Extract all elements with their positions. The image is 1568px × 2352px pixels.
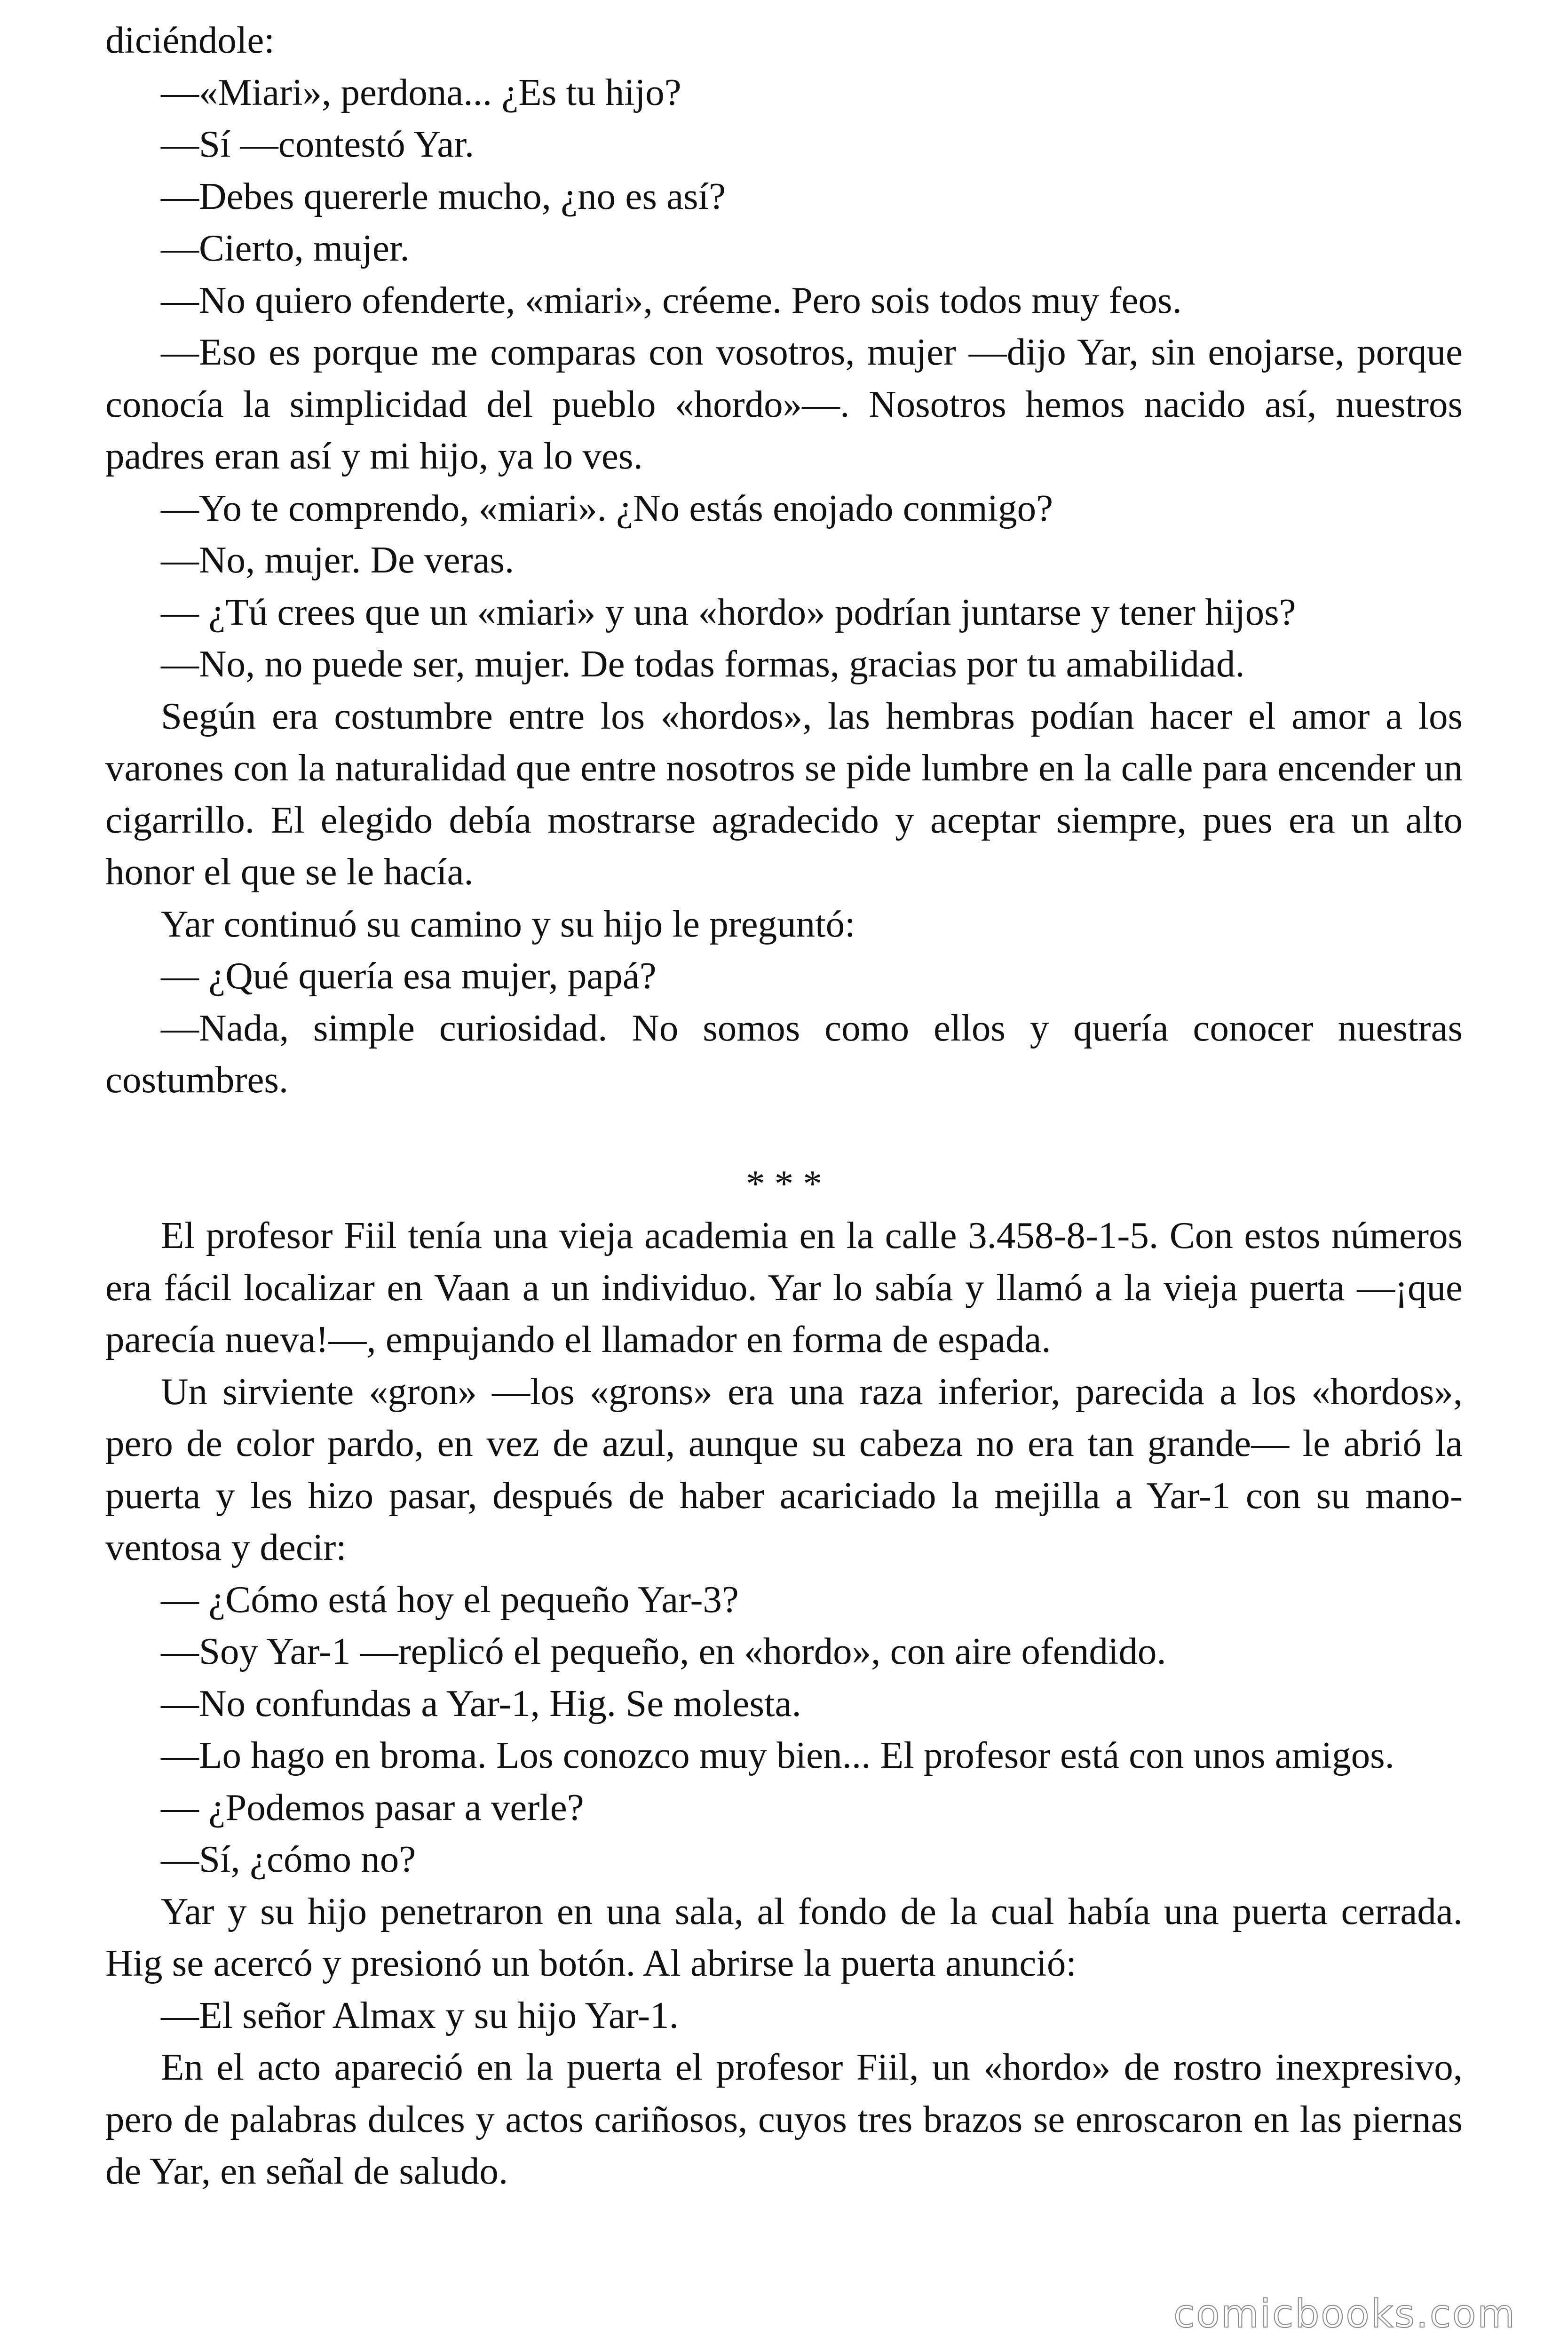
dialogue-line: — ¿Tú crees que un «miari» y una «hordo» podrían juntarse y tener hijos? — [161, 590, 1296, 633]
narrative-paragraph: En el acto apareció en la puerta el profesor Fiil, un «hordo» de rostro inexpresivo, pero de palabras dulces y actos cariñosos, cuyos tres brazos se enroscaron en las piernas de Yar, en señal de saludo. — [105, 2046, 1463, 2192]
scene-break: * * * — [746, 1162, 822, 1205]
dialogue-line: —No, mujer. De veras. — [161, 539, 515, 581]
dialogue-line: — ¿Cómo está hoy el pequeño Yar-3? — [161, 1578, 739, 1621]
dialogue-line: —Sí, ¿cómo no? — [161, 1838, 416, 1880]
dialogue-line: —Lo hago en broma. Los conozco muy bien... El profesor está con unos amigos. — [161, 1734, 1394, 1776]
dialogue-line: — ¿Podemos pasar a verle? — [161, 1786, 584, 1828]
dialogue-line: — ¿Qué quería esa mujer, papá? — [161, 954, 657, 997]
dialogue-line: —Nada, simple curiosidad. No somos como ellos y quería conocer nuestras costumbres. — [105, 1006, 1463, 1101]
dialogue-line: —Yo te comprendo, «miari». ¿No estás enojado conmigo? — [161, 486, 1053, 529]
dialogue-line: —Debes quererle mucho, ¿no es así? — [161, 175, 726, 217]
dialogue-line: —Cierto, mujer. — [161, 227, 410, 269]
dialogue-line: —No, no puede ser, mujer. De todas formas, gracias por tu amabilidad. — [161, 643, 1245, 685]
dialogue-line: —Sí —contestó Yar. — [161, 123, 475, 165]
dialogue-line: —No quiero ofenderte, «miari», créeme. Pero sois todos muy feos. — [161, 278, 1182, 321]
narrative-paragraph: Yar continuó su camino y su hijo le preguntó: — [161, 902, 855, 945]
narrative-paragraph: Un sirviente «gron» —los «grons» era una raza inferior, parecida a los «hordos», pero de color pardo, en vez de azul, aunque su cabeza no era tan grande— le abrió la puerta y les hizo pasar, después de haber acariciado la mejilla a Yar-1 con su mano-ventosa y decir: — [105, 1370, 1463, 1568]
dialogue-line: —Soy Yar-1 —replicó el pequeño, en «hordo», con aire ofendido. — [161, 1630, 1166, 1672]
paragraph-continuation: diciéndole: — [105, 19, 275, 61]
book-page — [105, 14, 1463, 2197]
narrative-paragraph: Según era costumbre entre los «hordos», las hembras podían hacer el amor a los varones con la naturalidad que entre nosotros se pide lumbre en la calle para encender un cigarrillo. El elegido debía mostrarse agradecido y aceptar siempre, pues era un alto honor el que se le hacía. — [105, 694, 1463, 893]
dialogue-line: —Eso es porque me comparas con vosotros, mujer —dijo Yar, sin enojarse, porque conocía la simplicidad del pueblo «hordo»—. Nosotros hemos nacido así, nuestros padres eran así y mi hijo, ya lo ves. — [105, 331, 1463, 477]
narrative-paragraph: Yar y su hijo penetraron en una sala, al fondo de la cual había una puerta cerrada. Hig se acercó y presionó un botón. Al abrirse la puerta anunció: — [105, 1890, 1463, 1984]
narrative-paragraph: El profesor Fiil tenía una vieja academia en la calle 3.458-8-1-5. Con estos números era fácil localizar en Vaan a un individuo. Yar lo sabía y llamó a la vieja puerta —¡que parecía nueva!—, empujando el llamador en forma de espada. — [105, 1214, 1463, 1360]
dialogue-line: —El señor Almax y su hijo Yar-1. — [161, 1994, 679, 2036]
watermark: comicbooks.com — [1173, 2292, 1516, 2336]
dialogue-line: —No confundas a Yar-1, Hig. Se molesta. — [161, 1682, 801, 1724]
dialogue-line: —«Miari», perdona... ¿Es tu hijo? — [161, 71, 681, 113]
